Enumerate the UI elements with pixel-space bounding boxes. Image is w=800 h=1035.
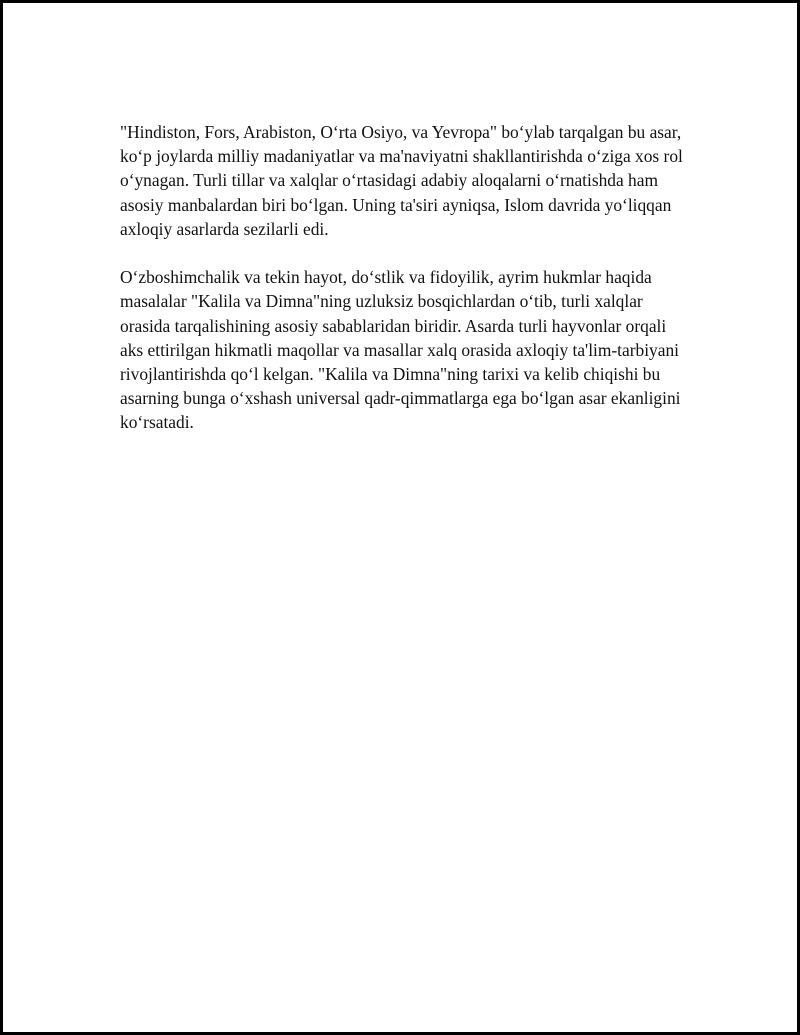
paragraph-1: "Hindiston, Fors, Arabiston, O‘rta Osiyo, va Yevropa" bo‘ylab tarqalgan bu asar, ko‘p joylarda milliy madaniyatlar va ma'naviyatni shakllantirishda o‘ziga xos rol o‘ynagan. Turli tillar va xalqlar o‘rtasidagi adabiy aloqalarni o‘rnatishda ham asosiy manbalardan biri bo‘lgan. Uning ta'siri ayniqsa, Islom davrida yo‘liqqan axloqiy asarlarda sezilarli edi.	[120, 122, 683, 239]
paragraph-2: O‘zboshimchalik va tekin hayot, do‘stlik va fidoyilik, ayrim hukmlar haqida masalalar "Kalila va Dimna"ning uzluksiz bosqichlardan o‘tib, turli xalqlar orasida tarqalishining asosiy sabablaridan biridir. Asarda turli hayvonlar orqali aks ettirilgan hikmatli maqollar va masallar xalq orasida axloqiy ta'lim-tarbiyani rivojlantirishda qo‘l kelgan. "Kalila va Dimna"ning tarixi va kelib chiqishi bu asarning bunga o‘xshash universal qadr-qimmatlarga ega bo‘lgan asar ekanligini ko‘rsatadi.	[120, 267, 681, 433]
document-body	[120, 120, 692, 459]
